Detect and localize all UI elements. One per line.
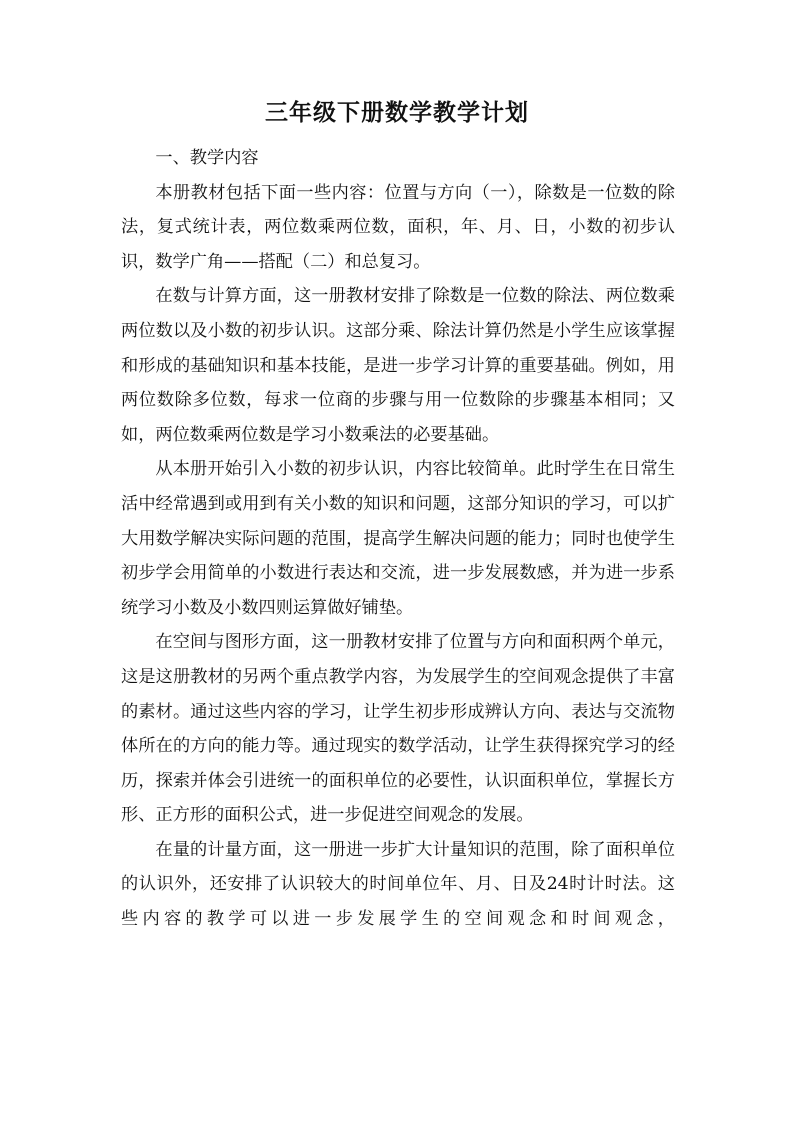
document-body bbox=[121, 141, 675, 937]
paragraph: 本册教材包括下面一些内容：位置与方向（一），除数是一位数的除法，复式统计表，两位数乘两位数，面积，年、月、日，小数的初步认识，数学广角——搭配（二）和总复习。 bbox=[121, 182, 675, 272]
paragraph: 在量的计量方面，这一册进一步扩大计量知识的范围，除了面积单位的认识外，还安排了认识较大的时间单位年、月、日及24时计时法。这些内容的教学可以进一步发展学生的空间观念和时间观念， bbox=[121, 839, 675, 930]
paragraph: 在空间与图形方面，这一册教材安排了位置与方向和面积两个单元，这是这册教材的另两个重点教学内容，为发展学生的空间观念提供了丰富的素材。通过这些内容的学习，让学生初步形成辨认方向、表达与交流物体所在的方向的能力等。通过现实的数学活动，让学生获得探究学习的经历，探索并体会引进统一的面积单位的必要性，认识面积单位，掌握长方形、正方形的面积公式，进一步促进空间观念的发展。 bbox=[121, 632, 675, 826]
section-heading: 一、教学内容 bbox=[155, 148, 259, 168]
paragraph: 在数与计算方面，这一册教材安排了除数是一位数的除法、两位数乘两位数以及小数的初步认识。这部分乘、除法计算仍然是小学生应该掌握和形成的基础知识和基本技能，是进一步学习计算的重要基础。例如，用两位数除多位数，每求一位商的步骤与用一位数除的步骤基本相同；又如，两位数乘两位数是学习小数乘法的必要基础。 bbox=[121, 286, 675, 445]
document-title: 三年级下册数学教学计划 bbox=[265, 99, 529, 126]
paragraph: 从本册开始引入小数的初步认识，内容比较简单。此时学生在日常生活中经常遇到或用到有关小数的知识和问题，这部分知识的学习，可以扩大用数学解决实际问题的范围，提高学生解决问题的能力；同时也使学生初步学会用简单的小数进行表达和交流，进一步发展数感，并为进一步系统学习小数及小数四则运算做好铺垫。 bbox=[121, 459, 675, 618]
